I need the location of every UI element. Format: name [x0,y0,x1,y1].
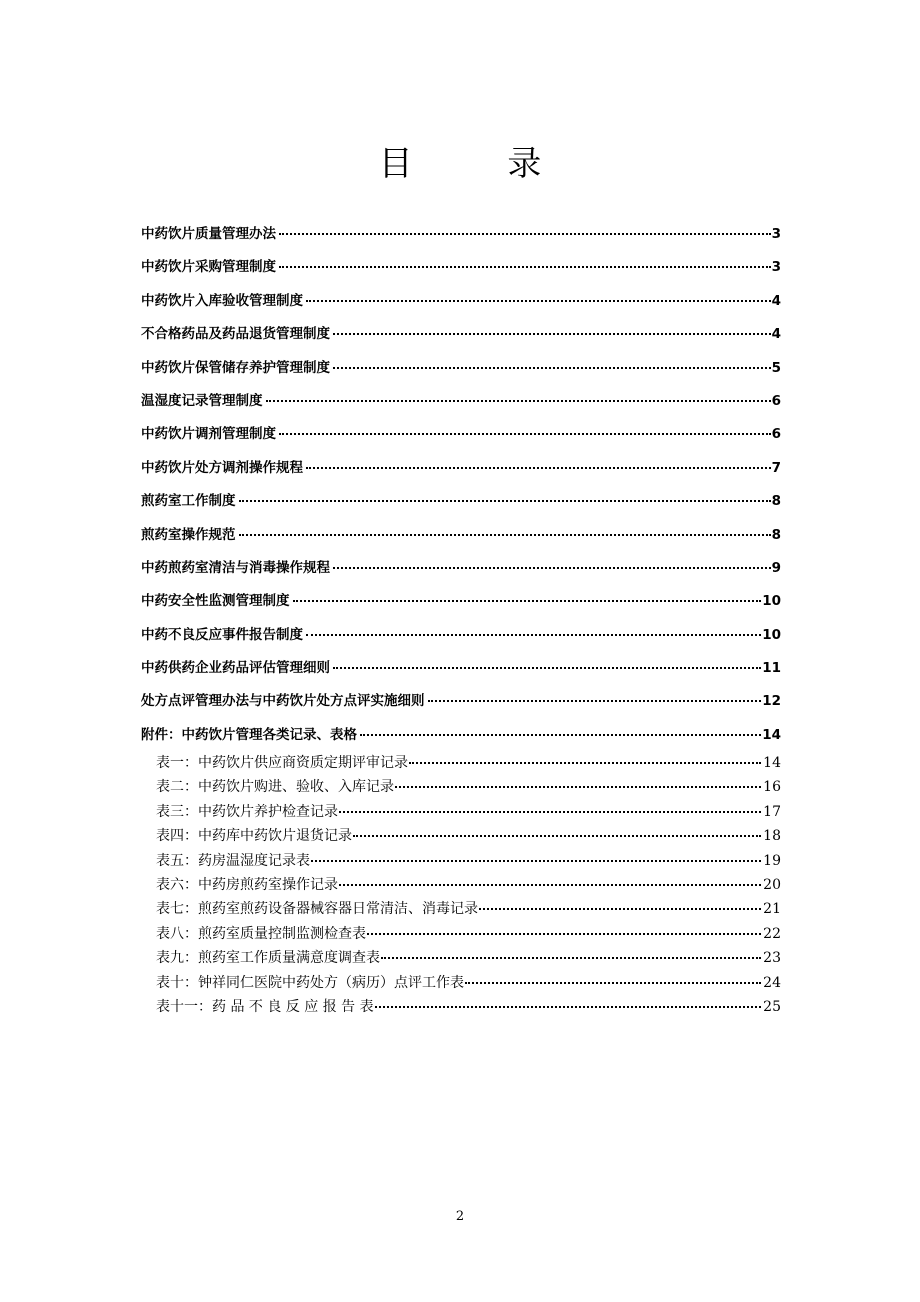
toc-leader-dots [333,318,771,335]
toc-entry-page: 20 [763,876,781,893]
toc-leader-dots [339,799,761,813]
toc-leader-dots [465,970,761,984]
toc-entry-title: 中药安全性监测管理制度 [141,593,290,610]
toc-entry[interactable] [156,945,781,969]
toc-entry[interactable] [156,848,781,872]
toc-entry-title: 表十：钟祥同仁医院中药处方（病历）点评工作表 [156,974,464,991]
toc-entry-title: 表九：煎药室工作质量满意度调查表 [156,950,380,967]
toc-entry-title: 不合格药品及药品退货管理制度 [141,326,330,343]
toc-entry-page: 22 [763,925,781,942]
toc-leader-dots [239,485,771,502]
toc-entry-page: 11 [762,660,781,677]
toc-entry[interactable] [141,218,781,251]
toc-entry-page: 7 [771,459,781,476]
toc-leader-dots [239,519,771,536]
toc-entry-page: 5 [771,359,781,376]
toc-entry[interactable] [156,799,781,823]
toc-leader-dots [479,896,761,910]
toc-entry-page: 25 [763,998,781,1015]
toc-entry-title: 中药饮片采购管理制度 [141,259,276,276]
toc-entry-page: 10 [762,626,781,643]
toc-leader-dots [381,945,761,959]
toc-entry-page: 4 [771,292,781,309]
toc-leader-dots [395,774,761,788]
toc-entry-page: 24 [763,974,781,991]
toc-entry-page: 12 [762,693,781,710]
toc-leader-dots [333,652,761,669]
toc-entry-title: 表十一：药 品 不 良 反 应 报 告 表 [156,998,374,1015]
toc-leader-dots [279,251,771,268]
toc-entry[interactable] [141,585,781,618]
toc-entry-page: 23 [763,950,781,967]
toc-entry-page: 16 [763,779,781,796]
toc-entry-title: 表一：中药饮片供应商资质定期评审记录 [156,755,408,771]
toc-leader-dots [428,685,762,702]
toc-entry-page: 14 [762,726,781,743]
toc-entry-title: 表六：中药房煎药室操作记录 [156,876,338,893]
toc-entry[interactable] [156,921,781,945]
toc-entry[interactable] [141,452,781,485]
toc-entry[interactable] [141,619,781,652]
toc-entry[interactable] [156,750,781,774]
toc-leader-dots [279,218,771,235]
toc-entry[interactable] [156,896,781,920]
toc-entry-page: 10 [762,593,781,610]
toc-leader-dots [409,750,761,764]
toc-entry-title: 煎药室工作制度 [141,493,236,510]
toc-entry[interactable] [141,485,781,518]
toc-leader-dots [266,385,771,402]
toc-entry[interactable] [156,774,781,798]
toc-leader-dots [279,418,771,435]
toc-entry-title: 表四：中药库中药饮片退货记录 [156,828,352,845]
toc-entry-page: 3 [771,226,781,242]
toc-entry-title: 中药饮片调剂管理制度 [141,426,276,443]
toc-entry-title: 中药饮片保管储存养护管理制度 [141,359,330,376]
toc-entry[interactable] [141,519,781,552]
toc-entry-page: 8 [771,493,781,510]
toc-leader-dots [375,994,762,1008]
toc-entry-page: 18 [763,828,781,845]
toc-leader-dots [306,285,771,302]
toc-entry-title: 中药煎药室清洁与消毒操作规程 [141,559,330,576]
toc-entry-title: 表七：煎药室煎药设备器械容器日常清洁、消毒记录 [156,901,478,918]
toc-entry[interactable] [156,823,781,847]
toc-entry-title: 中药饮片质量管理办法 [141,226,276,242]
toc-entry[interactable] [141,251,781,284]
toc-leader-dots [353,823,761,837]
toc-leader-dots [360,719,761,736]
toc-entry-title: 中药饮片处方调剂操作规程 [141,459,303,476]
toc-leader-dots [306,619,761,636]
toc-entry-page: 4 [771,326,781,343]
toc-entry-page: 17 [763,803,781,820]
toc-entry-title: 中药供药企业药品评估管理细则 [141,660,330,677]
toc-entry-title: 表五：药房温湿度记录表 [156,852,310,869]
toc-entry[interactable] [141,318,781,351]
toc-entry-page: 6 [771,392,781,409]
toc-entry[interactable] [141,352,781,385]
toc-entry[interactable] [141,652,781,685]
toc-leader-dots [339,872,761,886]
toc-entry[interactable] [141,285,781,318]
toc-entry-title: 温湿度记录管理制度 [141,392,263,409]
toc-entry[interactable] [156,970,781,994]
toc-leader-dots [306,452,771,469]
toc-entry-page: 3 [771,259,781,276]
toc-leader-dots [311,848,761,862]
toc-entry-page: 8 [771,526,781,543]
toc-entry-page: 9 [771,559,781,576]
toc-entry-title: 表八：煎药室质量控制监测检查表 [156,925,366,942]
toc-entry[interactable] [156,872,781,896]
toc-entry-page: 21 [763,901,781,918]
toc-entry-title: 表二：中药饮片购进、验收、入库记录 [156,779,394,796]
toc-sub-list [156,750,781,1018]
toc-entry[interactable] [156,994,781,1018]
toc-entry[interactable] [141,719,781,752]
toc-entry-title: 表三：中药饮片养护检查记录 [156,803,338,820]
toc-leader-dots [367,921,761,935]
toc-entry-title: 中药饮片入库验收管理制度 [141,292,303,309]
toc-entry-page: 6 [771,426,781,443]
toc-leader-dots [333,552,771,569]
toc-entry-page: 14 [763,755,781,771]
page-title: 目 录 [378,144,584,184]
toc-leader-dots [293,585,762,602]
toc-main-list [141,218,781,752]
toc-entry[interactable] [141,418,781,451]
toc-entry[interactable] [141,685,781,718]
toc-entry-title: 煎药室操作规范 [141,526,236,543]
toc-entry-page: 19 [763,852,781,869]
page-number: 2 [455,1209,465,1224]
toc-entry-title: 中药不良反应事件报告制度 [141,626,303,643]
toc-entry[interactable] [141,385,781,418]
toc-leader-dots [333,352,771,369]
toc-entry-title: 附件：中药饮片管理各类记录、表格 [141,726,357,743]
toc-entry-title: 处方点评管理办法与中药饮片处方点评实施细则 [141,693,425,710]
toc-entry[interactable] [141,552,781,585]
